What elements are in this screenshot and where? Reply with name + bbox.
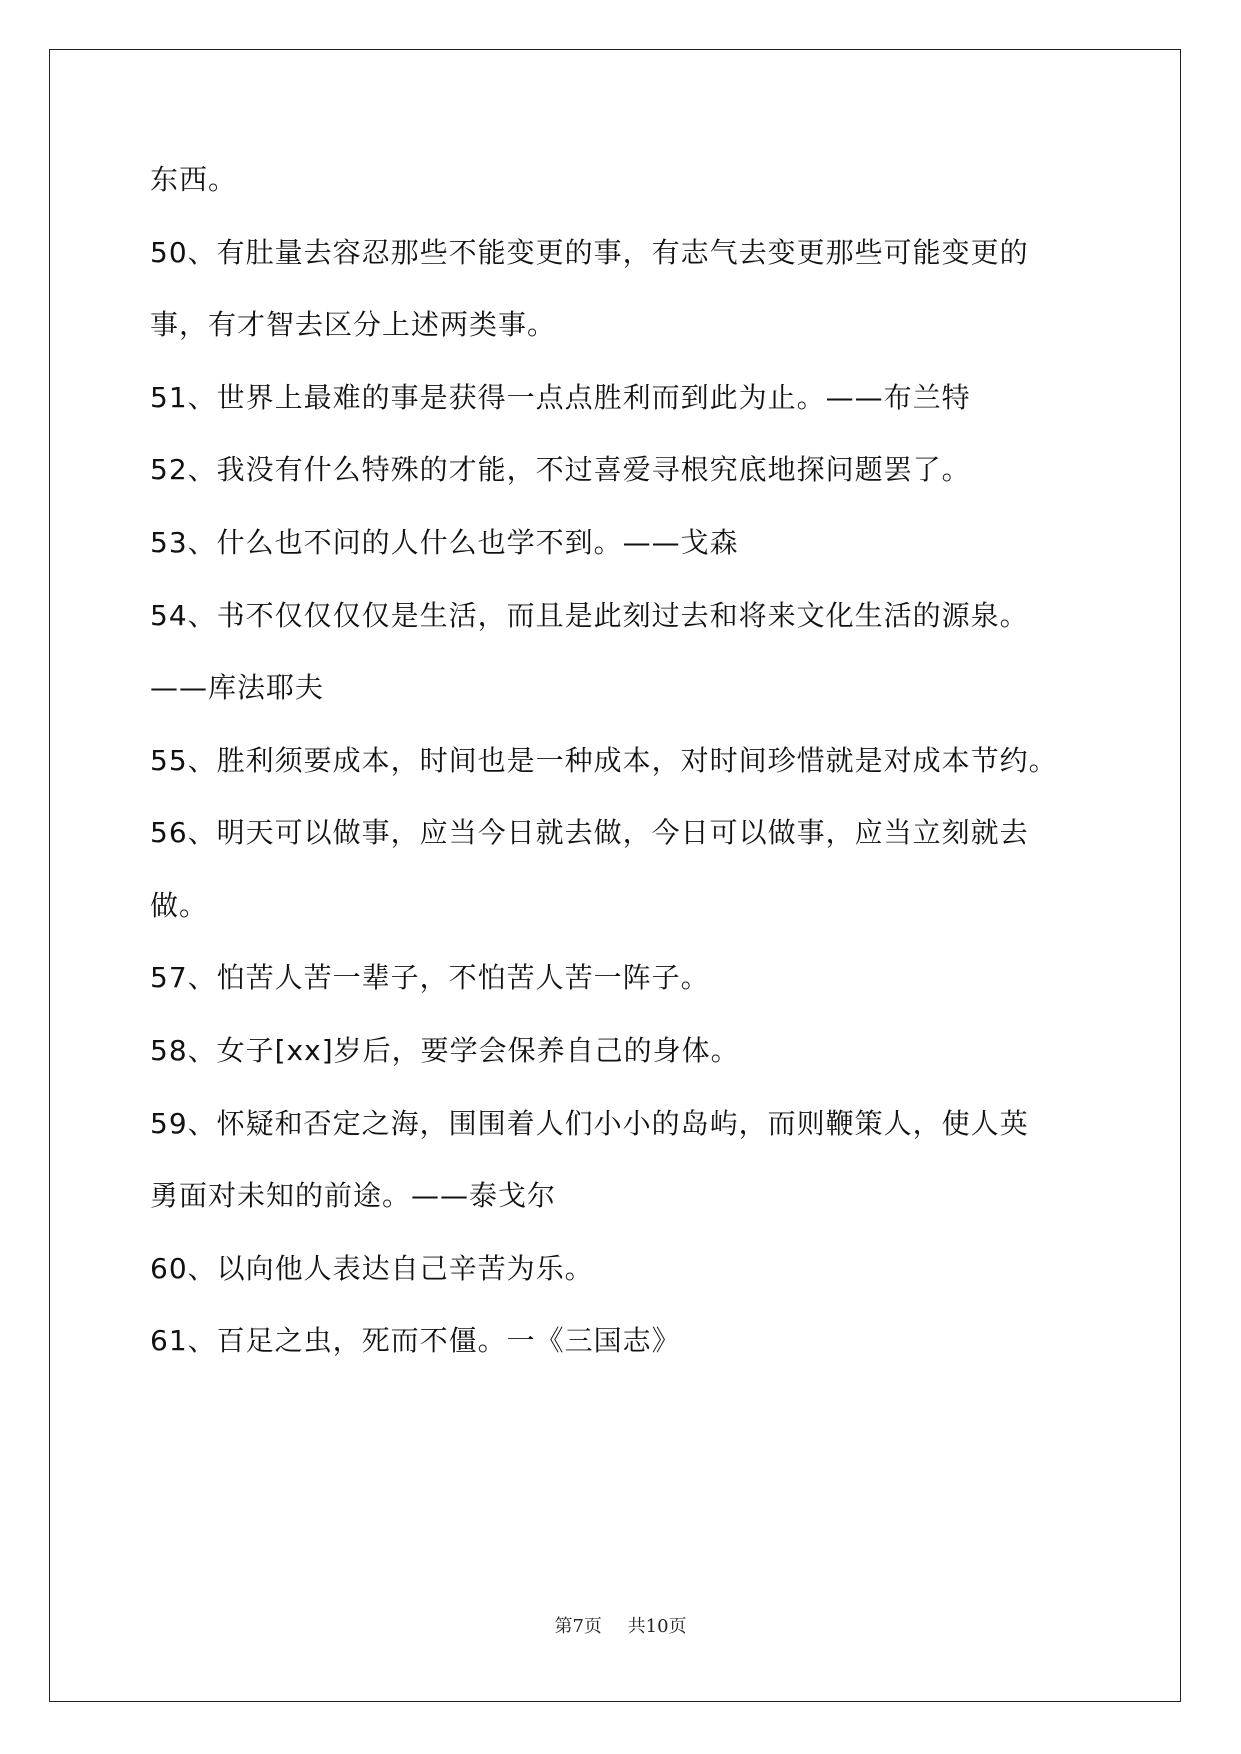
page-border [49,49,1181,1702]
text-line: 52、我没有什么特殊的才能，不过喜爱寻根究底地探问题罢了。 [150,453,971,486]
text-line: 55、胜利须要成本，时间也是一种成本，对时间珍惜就是对成本节约。 [150,744,1058,777]
text-line: 50、有肚量去容忍那些不能变更的事，有志气去变更那些可能变更的 [150,236,1029,269]
text-line: 56、明天可以做事，应当今日就去做，今日可以做事，应当立刻就去 [150,816,1029,849]
page-footer [0,1612,1241,1638]
text-line: 57、怕苦人苦一辈子，不怕苦人苦一阵子。 [150,961,710,994]
text-line: 60、以向他人表达自己辛苦为乐。 [150,1252,594,1285]
text-line: 勇面对未知的前途。——泰戈尔 [150,1179,557,1212]
text-line: 53、什么也不问的人什么也学不到。——戈森 [150,526,739,559]
text-line: 58、女子[xx]岁后，要学会保养自己的身体。 [150,1034,740,1067]
text-line: 51、世界上最难的事是获得一点点胜利而到此为止。——布兰特 [150,381,971,414]
text-line: 54、书不仅仅仅仅是生活，而且是此刻过去和将来文化生活的源泉。 [150,599,1029,632]
text-line: 事，有才智去区分上述两类事。 [150,308,557,341]
text-line: 59、怀疑和否定之海，围围着人们小小的岛屿，而则鞭策人，使人英 [150,1107,1029,1140]
page-total: 共10页 [627,1616,687,1637]
text-line: 东西。 [150,163,238,196]
text-line: ——库法耶夫 [150,671,325,704]
text-line: 做。 [150,889,209,922]
text-line: 61、百足之虫，死而不僵。一《三国志》 [150,1324,681,1357]
page-number: 第7页 [554,1616,602,1637]
